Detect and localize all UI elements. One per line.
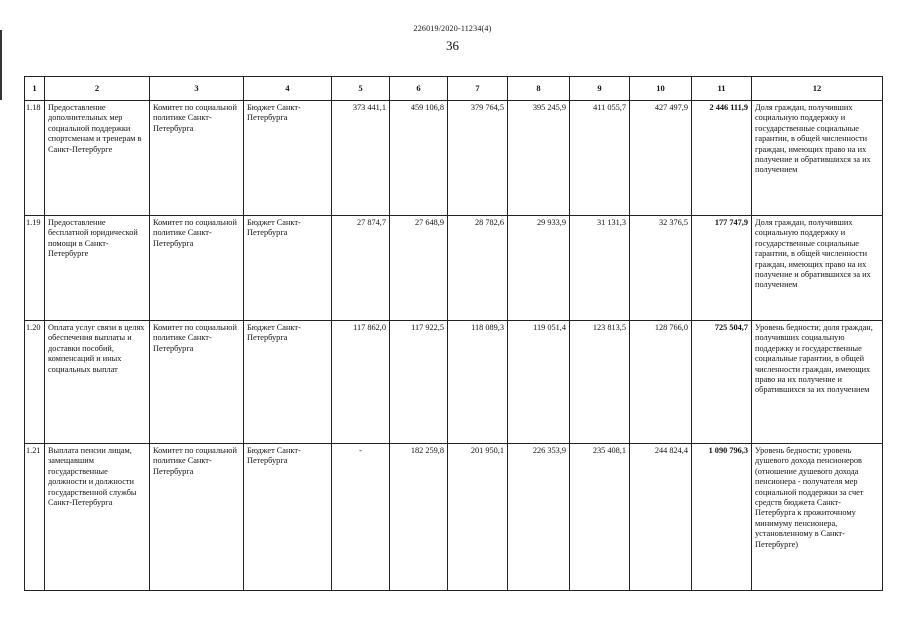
table-row — [25, 216, 883, 321]
row-number: 1.20 — [25, 321, 45, 444]
value-col-9: 123 813,5 — [570, 321, 630, 444]
column-header: 4 — [244, 77, 332, 101]
value-total: 725 504,7 — [692, 321, 752, 444]
row-number: 1.18 — [25, 101, 45, 216]
indicator: Доля граждан, получивших социальную поддержку и государственные социальные гарантии, в общей численности граждан, имеющих право на их получение и обратившихся за их получением — [752, 216, 883, 321]
value-col-7: 118 089,3 — [448, 321, 508, 444]
value-col-7: 379 764,5 — [448, 101, 508, 216]
row-number: 1.21 — [25, 444, 45, 591]
executor: Комитет по социальной политике Санкт-Петербурга — [150, 101, 244, 216]
value-col-10: 244 824,4 — [630, 444, 692, 591]
row-number: 1.19 — [25, 216, 45, 321]
funding-source: Бюджет Санкт-Петербурга — [244, 101, 332, 216]
value-col-5: - — [332, 444, 390, 591]
executor: Комитет по социальной политике Санкт-Петербурга — [150, 321, 244, 444]
indicator: Доля граждан, получивших социальную поддержку и государственные социальные гарантии, в общей численности граждан, имеющих право на их получение и обратившихся за их получением — [752, 101, 883, 216]
value-col-9: 235 408,1 — [570, 444, 630, 591]
value-total: 1 090 796,3 — [692, 444, 752, 591]
column-header: 2 — [45, 77, 150, 101]
value-total: 2 446 111,9 — [692, 101, 752, 216]
column-header: 11 — [692, 77, 752, 101]
measure-name: Выплата пенсии лицам, замещавшим государственные должности и должности государственной службы Санкт-Петербурга — [45, 444, 150, 591]
executor: Комитет по социальной политике Санкт-Петербурга — [150, 444, 244, 591]
header-row — [25, 77, 883, 101]
program-table — [24, 76, 883, 591]
funding-source: Бюджет Санкт-Петербурга — [244, 216, 332, 321]
column-header: 8 — [508, 77, 570, 101]
indicator: Уровень бедности; доля граждан, получивших социальную поддержку и государственные социальные гарантии, в общей численности граждан, имеющих право на их получение и обратившихся за их получением — [752, 321, 883, 444]
page-number: 36 — [446, 38, 459, 53]
table-row — [25, 101, 883, 216]
value-col-9: 411 055,7 — [570, 101, 630, 216]
column-header: 3 — [150, 77, 244, 101]
value-col-6: 117 922,5 — [390, 321, 448, 444]
value-col-10: 128 766,0 — [630, 321, 692, 444]
value-col-6: 459 106,8 — [390, 101, 448, 216]
table-row — [25, 321, 883, 444]
column-header: 5 — [332, 77, 390, 101]
value-col-8: 119 051,4 — [508, 321, 570, 444]
table-row — [25, 444, 883, 591]
executor: Комитет по социальной политике Санкт-Петербурга — [150, 216, 244, 321]
value-col-6: 27 648,9 — [390, 216, 448, 321]
funding-source: Бюджет Санкт-Петербурга — [244, 321, 332, 444]
measure-name: Предоставление бесплатной юридической помощи в Санкт-Петербурге — [45, 216, 150, 321]
value-col-9: 31 131,3 — [570, 216, 630, 321]
value-col-8: 29 933,9 — [508, 216, 570, 321]
funding-source: Бюджет Санкт-Петербурга — [244, 444, 332, 591]
value-col-7: 201 950,1 — [448, 444, 508, 591]
value-col-8: 226 353,9 — [508, 444, 570, 591]
column-header: 12 — [752, 77, 883, 101]
column-header: 10 — [630, 77, 692, 101]
value-col-5: 117 862,0 — [332, 321, 390, 444]
value-col-6: 182 259,8 — [390, 444, 448, 591]
column-header: 6 — [390, 77, 448, 101]
measure-name: Оплата услуг связи в целях обеспечения выплаты и доставки пособий, компенсаций и иных социальных выплат — [45, 321, 150, 444]
column-header: 1 — [25, 77, 45, 101]
value-col-7: 28 782,6 — [448, 216, 508, 321]
value-col-5: 27 874,7 — [332, 216, 390, 321]
document-number: 226019/2020-11234(4) — [413, 24, 492, 33]
value-col-10: 427 497,9 — [630, 101, 692, 216]
value-col-10: 32 376,5 — [630, 216, 692, 321]
value-col-8: 395 245,9 — [508, 101, 570, 216]
measure-name: Предоставление дополнительных мер социальной поддержки спортсменам и тренерам в Санкт-Петербурге — [45, 101, 150, 216]
column-header: 7 — [448, 77, 508, 101]
indicator: Уровень бедности; уровень душевого дохода пенсионеров (отношение душевого дохода пенсионера - получателя мер социальной поддержки за счет средств бюджета Санкт-Петербурга к прожиточному минимуму пенсионера, установленному в Санкт-Петербурге) — [752, 444, 883, 591]
value-col-5: 373 441,1 — [332, 101, 390, 216]
column-header: 9 — [570, 77, 630, 101]
value-total: 177 747,9 — [692, 216, 752, 321]
